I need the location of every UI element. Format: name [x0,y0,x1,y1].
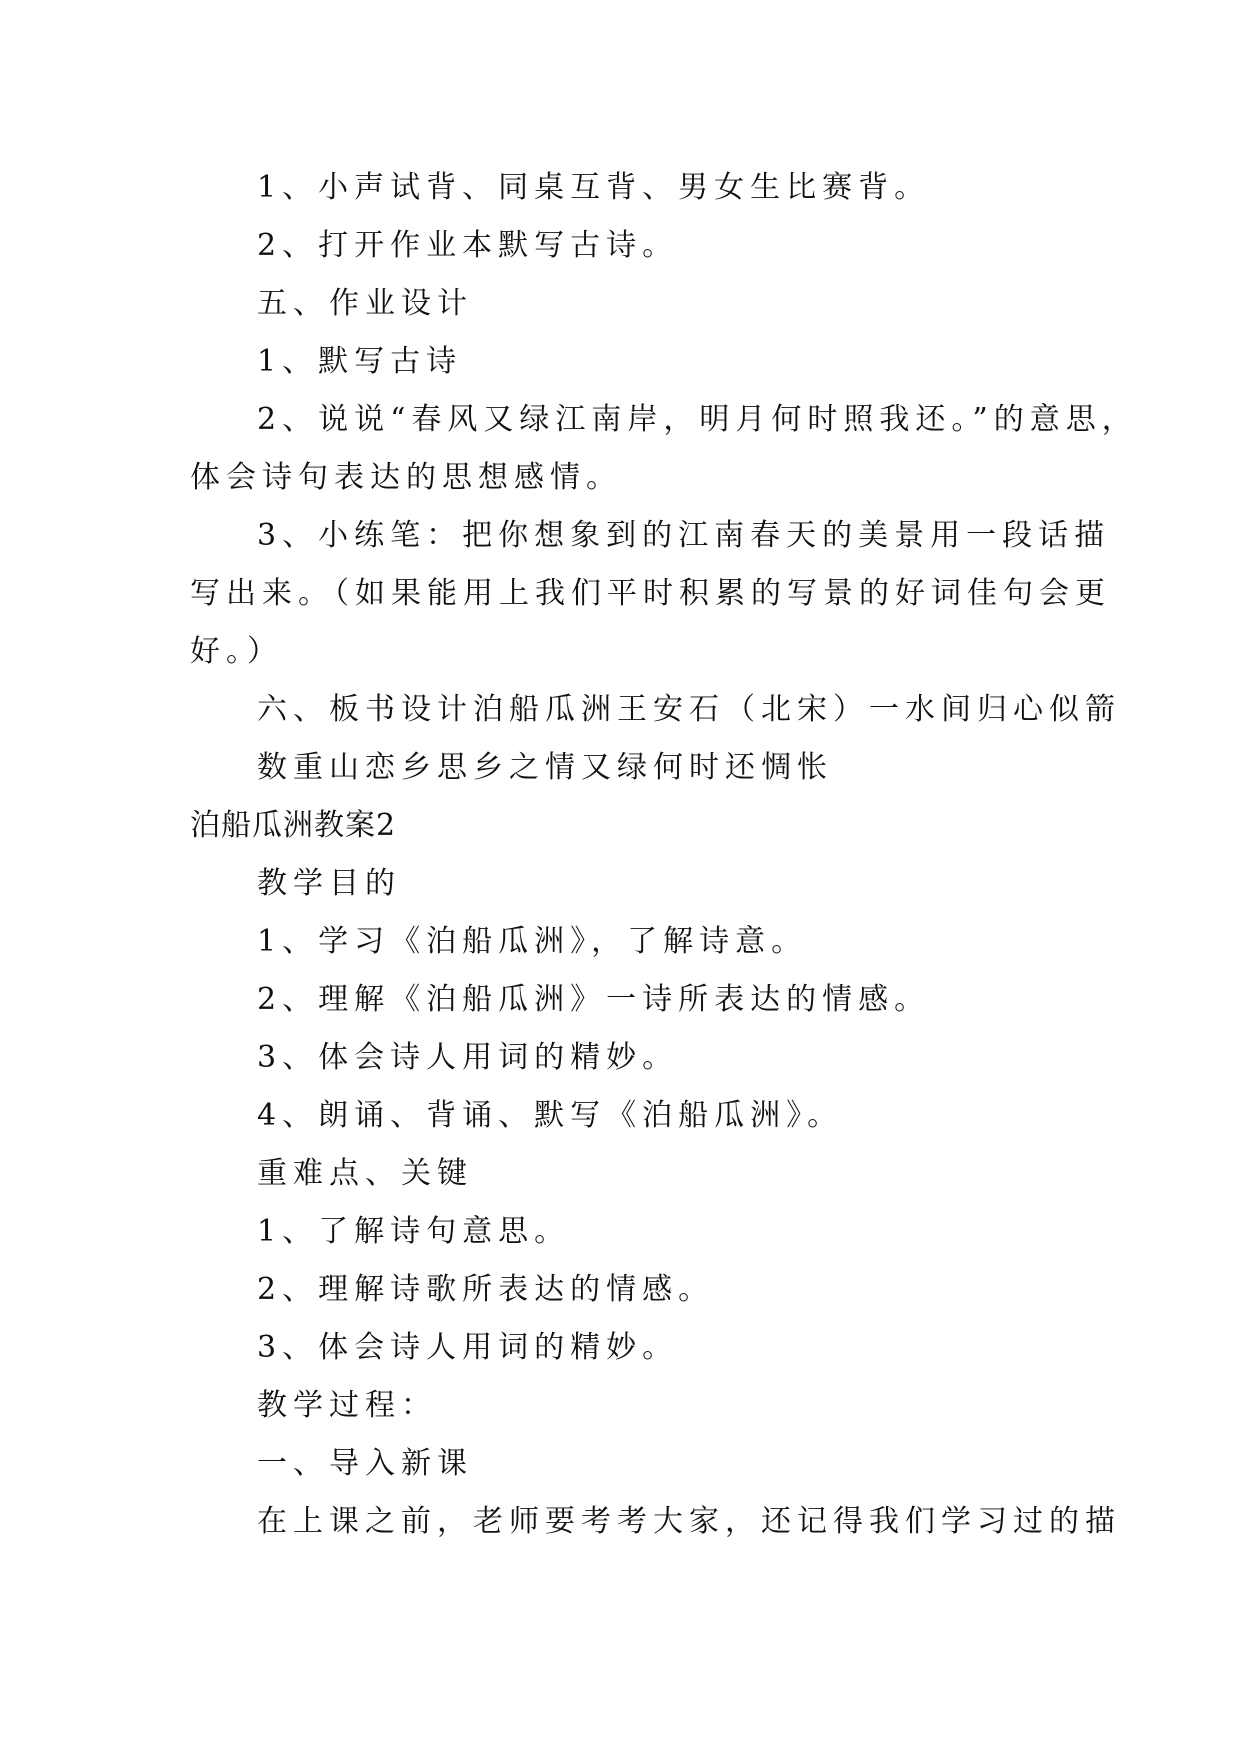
section-heading: 五、作业设计 [257,286,473,321]
text-line: 1、了解诗句意思。 [257,1214,571,1249]
document-subtitle: 泊船瓜洲教案2 [190,808,397,843]
section-heading: 重难点、关键 [257,1156,473,1191]
text-line: 1、默写古诗 [257,344,463,379]
text-line: 3、小练笔：把你想象到的江南春天的美景用一段话描 [257,518,1111,553]
section-heading: 一、导入新课 [257,1446,473,1481]
text-line: 数重山恋乡思乡之情又绿何时还惆怅 [257,750,833,785]
text-line: 4、朗诵、背诵、默写《泊船瓜洲》。 [257,1098,844,1133]
text-line: 3、体会诗人用词的精妙。 [257,1330,679,1365]
text-line: 2、说说“春风又绿江南岸，明月何时照我还。”的意思， [257,402,1138,437]
text-line: 2、理解诗歌所表达的情感。 [257,1272,715,1307]
text-line: 写出来。（如果能用上我们平时积累的写景的好词佳句会更 [190,576,1111,611]
text-line: 2、理解《泊船瓜洲》一诗所表达的情感。 [257,982,931,1017]
text-line: 1、学习《泊船瓜洲》，了解诗意。 [257,924,808,959]
text-line: 好。） [190,634,283,669]
text-line: 在上课之前，老师要考考大家，还记得我们学习过的描 [257,1504,1121,1539]
section-heading: 六、板书设计泊船瓜洲王安石（北宋）一水间归心似箭 [257,692,1121,727]
text-line: 3、体会诗人用词的精妙。 [257,1040,679,1075]
section-heading: 教学过程： [257,1388,437,1423]
text-line: 体会诗句表达的思想感情。 [190,460,622,495]
section-heading: 教学目的 [257,866,401,901]
text-line: 2、打开作业本默写古诗。 [257,228,679,263]
text-line: 1、小声试背、同桌互背、男女生比赛背。 [257,170,931,205]
